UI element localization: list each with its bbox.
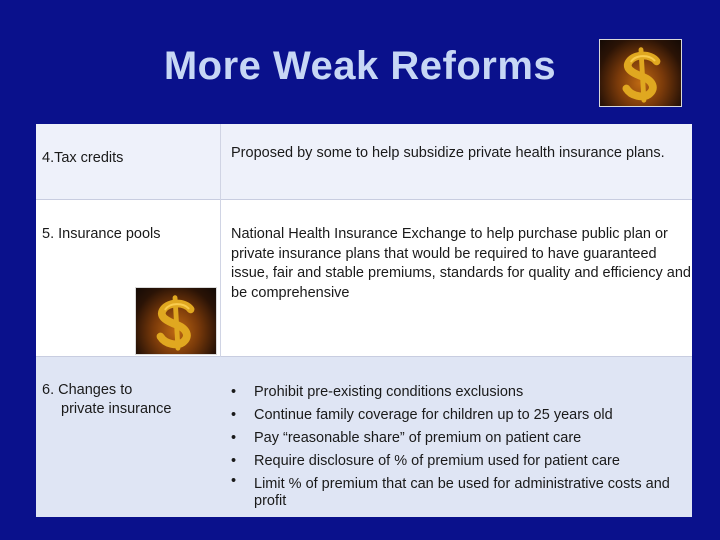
slide-title: More Weak Reforms <box>163 44 557 88</box>
bullet-text: Pay “reasonable share” of premium on patient care <box>254 430 582 446</box>
table-row <box>36 124 692 200</box>
list-item <box>231 427 691 450</box>
column-divider <box>220 124 221 357</box>
reform-label <box>42 381 212 419</box>
reform-description: National Health Insurance Exchange to help purchase public plan or private insurance plans that would be required to have guaranteed issue, fair and stable premiums, standards for quality and efficiency and be comprehensive <box>231 226 691 301</box>
dollar-sign-icon <box>135 287 217 355</box>
list-item <box>231 450 691 473</box>
bullet-icon: • <box>231 453 237 469</box>
list-item <box>231 381 691 404</box>
bullet-icon: • <box>231 407 237 423</box>
bullet-text: Continue family coverage for children up to 25 years old <box>254 407 613 423</box>
bullet-text: Limit % of premium that can be used for administrative costs and profit <box>254 476 670 509</box>
reform-label: 5. Insurance pools <box>42 226 161 242</box>
dollar-sign-icon <box>599 39 682 107</box>
reform-label-line: private insurance <box>61 401 172 417</box>
reform-description: Proposed by some to help subsidize private health insurance plans. <box>231 145 665 161</box>
reform-bullet-list <box>231 381 691 510</box>
bullet-text: Prohibit pre-existing conditions exclusions <box>254 384 524 400</box>
bullet-text: Require disclosure of % of premium used for patient care <box>254 453 620 469</box>
table-row <box>36 357 692 517</box>
bullet-icon: • <box>231 473 237 489</box>
list-item <box>231 473 691 510</box>
reform-label-line: 6. Changes to <box>42 382 133 398</box>
bullet-icon: • <box>231 384 237 400</box>
bullet-icon: • <box>231 430 237 446</box>
reform-label: 4.Tax credits <box>42 150 124 166</box>
list-item <box>231 404 691 427</box>
